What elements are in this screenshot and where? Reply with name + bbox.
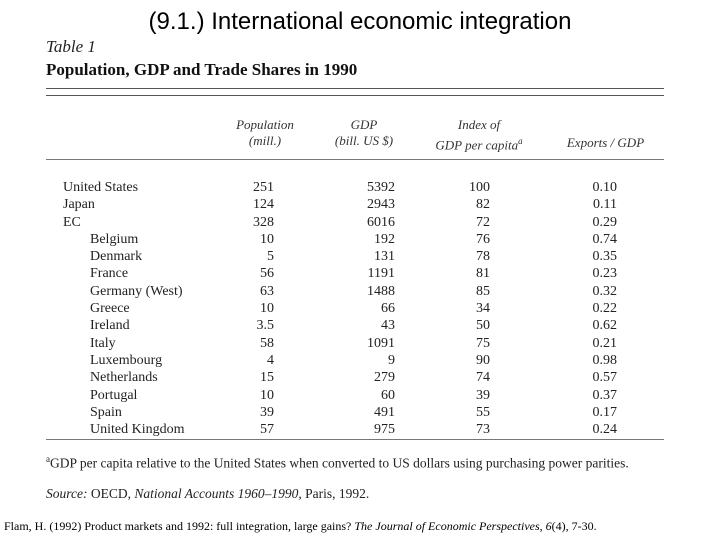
table-source: Source: OECD, National Accounts 1960–1990, Paris, 1992. [46, 486, 370, 501]
top-rule-second [46, 95, 664, 96]
cell-exports: 0.23 [592, 266, 617, 282]
cell-population: 5 [267, 249, 274, 265]
row-name: Belgium [90, 231, 139, 247]
cell-index: 78 [476, 249, 490, 265]
cell-gdp: 66 [381, 301, 395, 317]
table-row [0, 197, 720, 214]
cell-index: 73 [476, 422, 490, 438]
cell-exports: 0.74 [592, 231, 617, 247]
cell-exports: 0.22 [592, 301, 617, 317]
cell-exports: 0.17 [592, 404, 617, 420]
row-name: France [90, 266, 129, 282]
cell-exports: 0.21 [592, 335, 617, 351]
cell-population: 57 [260, 422, 274, 438]
cell-gdp: 6016 [367, 214, 395, 230]
cell-gdp: 192 [374, 231, 395, 247]
table-heading: Population, GDP and Trade Shares in 1990 [46, 60, 358, 79]
row-name: Portugal [90, 387, 138, 403]
cell-gdp: 60 [381, 387, 395, 403]
cell-gdp: 131 [374, 249, 395, 265]
table-row [0, 422, 720, 439]
cell-gdp: 9 [388, 352, 395, 368]
table-row [0, 215, 720, 232]
cell-index: 81 [476, 266, 490, 282]
row-name: United States [63, 180, 139, 195]
cell-population: 10 [260, 301, 274, 317]
table-row [0, 336, 720, 353]
table-row [0, 266, 720, 283]
cell-index: 100 [469, 180, 490, 195]
cell-population: 58 [260, 335, 274, 351]
table-row [0, 232, 720, 249]
table-row [0, 405, 720, 422]
cell-exports: 0.57 [592, 370, 617, 386]
table-row [0, 370, 720, 387]
row-name: Greece [90, 301, 130, 317]
cell-exports: 0.37 [592, 387, 617, 403]
slide-title: (9.1.) International economic integration [148, 8, 572, 35]
table-row [0, 249, 720, 266]
cell-index: 39 [476, 387, 490, 403]
cell-gdp: 2943 [367, 197, 395, 213]
table-row [0, 284, 720, 301]
cell-gdp: 1091 [367, 335, 395, 351]
cell-population: 56 [260, 266, 274, 282]
table-row [0, 388, 720, 405]
column-header-gdp: GDP (bill. US $) [334, 117, 394, 148]
column-header-population: Population (mill.) [236, 117, 294, 148]
table-label: Table 1 [46, 37, 96, 56]
cell-population: 10 [260, 387, 274, 403]
table-row [0, 318, 720, 335]
cell-gdp: 5392 [367, 180, 395, 195]
cell-population: 4 [267, 352, 274, 368]
table-row [0, 353, 720, 370]
cell-index: 72 [476, 214, 490, 230]
cell-population: 63 [260, 283, 274, 299]
cell-index: 55 [476, 404, 490, 420]
column-header-index: Index of GDP per capita$^a$ [435, 117, 523, 153]
cell-index: 76 [476, 231, 490, 247]
cell-index: 82 [476, 197, 490, 213]
cell-exports: 0.35 [592, 249, 617, 265]
cell-population: 15 [260, 370, 274, 386]
cell-population: 3.5 [256, 318, 274, 334]
table-row [0, 301, 720, 318]
cell-exports: 0.11 [593, 197, 617, 213]
bottom-rule [46, 439, 664, 440]
row-name: Luxembourg [90, 352, 163, 368]
row-name: Netherlands [90, 370, 158, 386]
cell-gdp: 1191 [367, 266, 395, 282]
cell-exports: 0.29 [592, 214, 617, 230]
row-name: Ireland [90, 318, 130, 334]
cell-population: 328 [253, 214, 274, 230]
cell-population: 251 [253, 180, 274, 195]
cell-exports: 0.98 [592, 352, 617, 368]
row-name: Denmark [90, 249, 143, 265]
cell-index: 75 [476, 335, 490, 351]
cell-population: 10 [260, 231, 274, 247]
cell-population: 124 [253, 197, 274, 213]
cell-gdp: 1488 [367, 283, 395, 299]
row-name: Spain [90, 404, 122, 420]
cell-index: 34 [476, 301, 490, 317]
cell-population: 39 [260, 404, 274, 420]
cell-index: 85 [476, 283, 490, 299]
header-rule [46, 159, 664, 160]
row-name: United Kingdom [90, 422, 185, 438]
cell-index: 74 [476, 370, 490, 386]
table-row [0, 180, 720, 197]
cell-gdp: 491 [374, 404, 395, 420]
row-name: Italy [90, 335, 116, 351]
cell-exports: 0.62 [592, 318, 617, 334]
cell-index: 90 [476, 352, 490, 368]
cell-gdp: 43 [381, 318, 395, 334]
cell-index: 50 [476, 318, 490, 334]
citation: Flam, H. (1992) Product markets and 1992: full integration, large gains? The Journal of Economic Perspectives, 6(4), 7-30. [4, 519, 597, 533]
cell-gdp: 279 [374, 370, 395, 386]
table-body [0, 180, 720, 439]
top-rule [46, 88, 664, 89]
row-name: Japan [63, 197, 95, 213]
cell-exports: 0.32 [592, 283, 617, 299]
row-name: EC [63, 214, 81, 230]
column-header-exports: Exports / GDP [566, 135, 645, 150]
row-name: Germany (West) [90, 283, 183, 299]
cell-exports: 0.24 [592, 422, 617, 438]
cell-gdp: 975 [374, 422, 395, 438]
table-footnote: $^a$GDP per capita relative to the United States when converted to US dollars using purchasing power parities. [46, 454, 629, 471]
cell-exports: 0.10 [592, 180, 617, 195]
